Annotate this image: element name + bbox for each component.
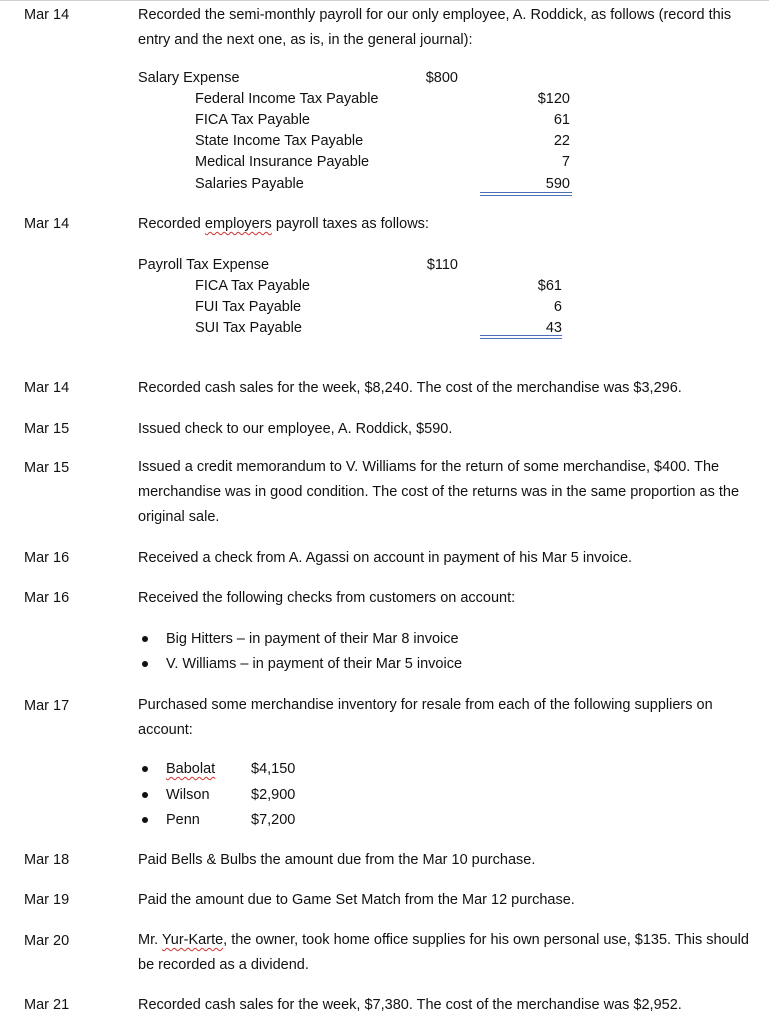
journal-debit-amount: $110 (426, 257, 458, 273)
journal-credit-amount: $120 (537, 91, 570, 107)
journal-credit-amount: $61 (537, 278, 562, 294)
entry-description: Recorded cash sales for the week, $7,380. The cost of the merchandise was $2,952. (138, 997, 682, 1013)
journal-credit-account: FICA Tax Payable (195, 278, 310, 294)
journal-credit-amount: 6 (553, 299, 562, 315)
journal-debit-account: Payroll Tax Expense (138, 257, 270, 273)
supplier-amount: $2,900 (251, 787, 296, 803)
entry-text-part: Mr. (138, 932, 162, 948)
bullet-icon (142, 636, 148, 642)
entry-date: Mar 20 (24, 933, 70, 949)
journal-credit-amount: 61 (553, 112, 570, 128)
entry-description: Recorded the semi-monthly payroll for our only employee, A. Roddick, as follows (record this entry and the next one, as is, in the general journal): (138, 7, 732, 48)
spelling-flagged-word: Yur-Karte (161, 932, 224, 948)
journal-credit-account: Federal Income Tax Payable (195, 91, 379, 107)
entry-date: Mar 15 (24, 421, 70, 437)
entry-description: Paid Bells & Bulbs the amount due from the Mar 10 purchase. (138, 852, 536, 868)
journal-credit-account: FICA Tax Payable (195, 112, 310, 128)
entry-date: Mar 17 (24, 698, 70, 714)
entry-date: Mar 15 (24, 460, 70, 476)
entry-date: Mar 18 (24, 852, 70, 868)
entry-description: Received the following checks from customers on account: (138, 590, 516, 606)
bullet-icon (142, 766, 148, 772)
supplier-amount: $7,200 (251, 812, 296, 828)
bullet-icon (142, 661, 148, 667)
entry-text-part: Recorded (138, 216, 205, 232)
entry-date: Mar 16 (24, 590, 70, 606)
supplier-amount: $4,150 (251, 761, 296, 777)
total-double-underline (480, 335, 562, 339)
journal-credit-account: State Income Tax Payable (195, 133, 364, 149)
journal-credit-account: FUI Tax Payable (195, 299, 302, 315)
journal-debit-amount: $800 (425, 70, 458, 86)
entry-text-part: payroll taxes as follows: (271, 216, 429, 232)
journal-credit-amount: 43 (545, 320, 562, 336)
entry-description (138, 928, 763, 978)
bullet-icon (142, 817, 148, 823)
entry-date: Mar 21 (24, 997, 70, 1013)
list-item: Big Hitters – in payment of their Mar 8 invoice (166, 631, 459, 647)
entry-date: Mar 19 (24, 892, 70, 908)
entry-description: Issued check to our employee, A. Roddick, $590. (138, 421, 453, 437)
entry-text-part: , the owner, took home office supplies for his own personal use, $135. This should be recorded as a dividend. (138, 932, 749, 973)
journal-credit-account: Salaries Payable (195, 176, 304, 192)
entry-description: Recorded cash sales for the week, $8,240. The cost of the merchandise was $3,296. (138, 380, 682, 396)
list-item: V. Williams – in payment of their Mar 5 invoice (166, 656, 463, 672)
journal-credit-amount: 590 (545, 176, 570, 192)
entry-description: Purchased some merchandise inventory for resale from each of the following suppliers on account: (138, 697, 713, 738)
entry-description (138, 215, 429, 233)
entry-date: Mar 14 (24, 7, 70, 23)
total-double-underline (480, 192, 572, 196)
page-top-border (0, 0, 769, 1)
journal-credit-account: Medical Insurance Payable (195, 154, 370, 170)
entry-description: Issued a credit memorandum to V. Williams for the return of some merchandise, $400. The merchandise was in good condition. The cost of the returns was in the same proportion as the original sale. (138, 459, 740, 525)
supplier-name: Penn (166, 812, 200, 828)
bullet-icon (142, 792, 148, 798)
spelling-flagged-word: employers (204, 216, 272, 232)
supplier-name: Babolat (166, 761, 216, 777)
journal-credit-account: SUI Tax Payable (195, 320, 302, 336)
entry-description: Paid the amount due to Game Set Match from the Mar 12 purchase. (138, 892, 575, 908)
journal-debit-account: Salary Expense (138, 70, 240, 86)
entry-date: Mar 14 (24, 380, 70, 396)
supplier-name: Wilson (166, 787, 210, 803)
entry-description: Received a check from A. Agassi on account in payment of his Mar 5 invoice. (138, 550, 633, 566)
journal-credit-amount: 7 (561, 154, 570, 170)
journal-credit-amount: 22 (553, 133, 570, 149)
entry-date: Mar 14 (24, 216, 70, 232)
entry-date: Mar 16 (24, 550, 70, 566)
